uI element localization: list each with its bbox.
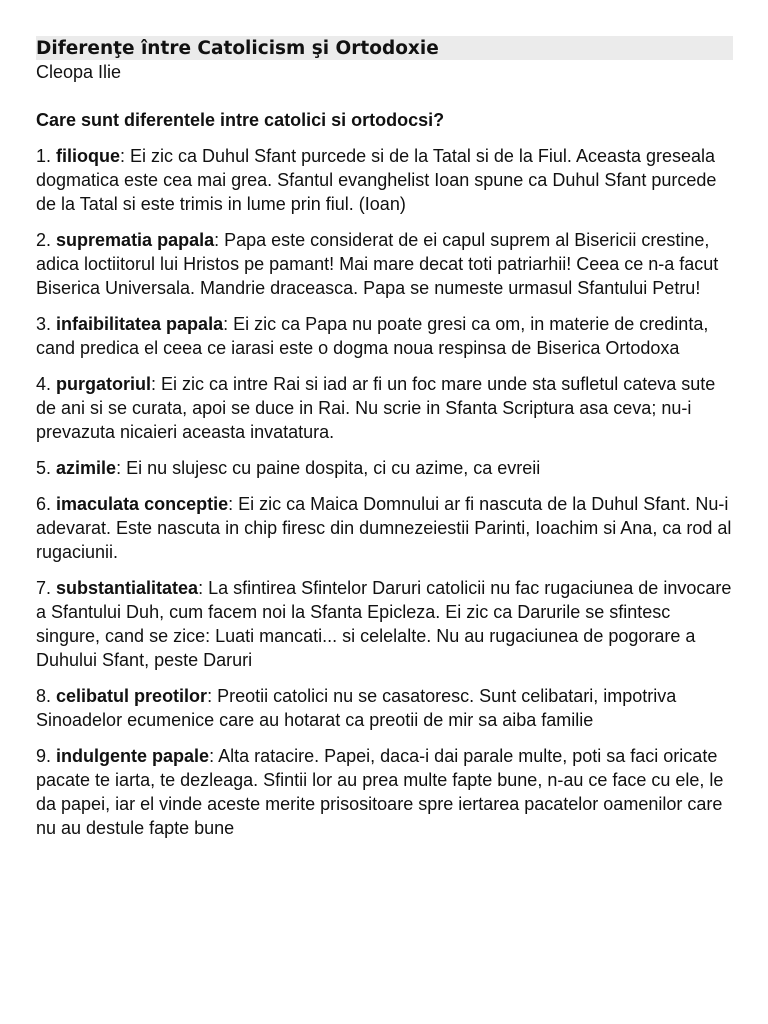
item-text: : Preotii catolici nu se casatoresc. Sunt celibatari, impotriva Sinoadelor ecumenice care au hotarat ca preotii de mir sa aiba familie bbox=[36, 686, 677, 730]
list-item bbox=[36, 456, 736, 480]
item-number: 1. bbox=[36, 146, 52, 166]
item-text: : Papa este considerat de ei capul suprem al Bisericii crestine, adica loctiitorul lui Hristos pe pamant! Mai mare decat toti patriarhii! Ceea ce n-a facut Biserica Universala. Mandrie draceasca. Papa se numeste urmasul Sfantului Petru! bbox=[36, 230, 719, 298]
item-text: : Ei zic ca Papa nu poate gresi ca om, in materie de credinta, cand predica el ceea ce iarasi este o dogma noua respinsa de Biserica Ortodoxa bbox=[36, 314, 709, 358]
item-number: 9. bbox=[36, 746, 52, 766]
item-number: 7. bbox=[36, 578, 52, 598]
list-item bbox=[36, 144, 736, 216]
item-term: celibatul preotilor bbox=[56, 686, 208, 706]
list-item bbox=[36, 312, 736, 360]
list-item bbox=[36, 576, 736, 672]
item-text: : Ei zic ca intre Rai si iad ar fi un foc mare unde sta sufletul cateva sute de ani si se curata, apoi se duce in Rai. Nu scrie in Sfanta Scriptura asa ceva; nu-i prevazuta nicaieri aceasta invatatura. bbox=[36, 374, 716, 442]
list-item bbox=[36, 228, 736, 300]
item-text: : Alta ratacire. Papei, daca-i dai parale multe, poti sa faci oricate pacate te iarta, te dezleaga. Sfintii lor au prea multe fapte bune, n-au ce face cu ele, le da papei, iar el vinde aceste merite prisositoare spre iertarea pacatelor oamenilor care nu au destule fapte bune bbox=[36, 746, 724, 838]
item-number: 6. bbox=[36, 494, 52, 514]
title-bar bbox=[36, 36, 733, 60]
item-term: infaibilitatea papala bbox=[56, 314, 224, 334]
document-page bbox=[36, 36, 736, 840]
item-text: : Ei zic ca Duhul Sfant purcede si de la Tatal si de la Fiul. Aceasta greseala dogmatica este cea mai grea. Sfantul evanghelist Ioan spune ca Duhul Sfant purcede de la Tatal si este trimis in lume prin fiul. (Ioan) bbox=[36, 146, 717, 214]
item-number: 4. bbox=[36, 374, 52, 394]
document-title: Diferenţe între Catolicism şi Ortodoxie bbox=[36, 38, 439, 59]
item-text: : Ei zic ca Maica Domnului ar fi nascuta de la Duhul Sfant. Nu-i adevarat. Este nascuta in chip firesc din dumnezeiestii Parinti, Ioachim si Ana, ca rod al rugaciunii. bbox=[36, 494, 732, 562]
item-term: filioque bbox=[56, 146, 121, 166]
item-number: 2. bbox=[36, 230, 52, 250]
item-term: indulgente papale bbox=[56, 746, 210, 766]
item-term: suprematia papala bbox=[56, 230, 215, 250]
list-item bbox=[36, 492, 736, 564]
list-item bbox=[36, 684, 736, 732]
item-text: : La sfintirea Sfintelor Daruri catolicii nu fac rugaciunea de invocare a Sfantului Duh, cum facem noi la Sfanta Epicleza. Ei zic ca Darurile se sfintesc singure, cand se zice: Luati mancati... si celelalte. Nu au rugaciunea de pogorare a Duhului Sfant, peste Daruri bbox=[36, 578, 732, 670]
item-term: azimile bbox=[56, 458, 117, 478]
list-item bbox=[36, 744, 736, 840]
item-number: 3. bbox=[36, 314, 52, 334]
list-item bbox=[36, 372, 736, 444]
document-question: Care sunt diferentele intre catolici si ortodocsi? bbox=[36, 110, 445, 130]
item-term: substantialitatea bbox=[56, 578, 199, 598]
item-number: 5. bbox=[36, 458, 52, 478]
item-number: 8. bbox=[36, 686, 52, 706]
document-author: Cleopa Ilie bbox=[36, 62, 122, 82]
item-term: imaculata conceptie bbox=[56, 494, 229, 514]
item-text: : Ei nu slujesc cu paine dospita, ci cu azime, ca evreii bbox=[116, 458, 541, 478]
item-term: purgatoriul bbox=[56, 374, 152, 394]
